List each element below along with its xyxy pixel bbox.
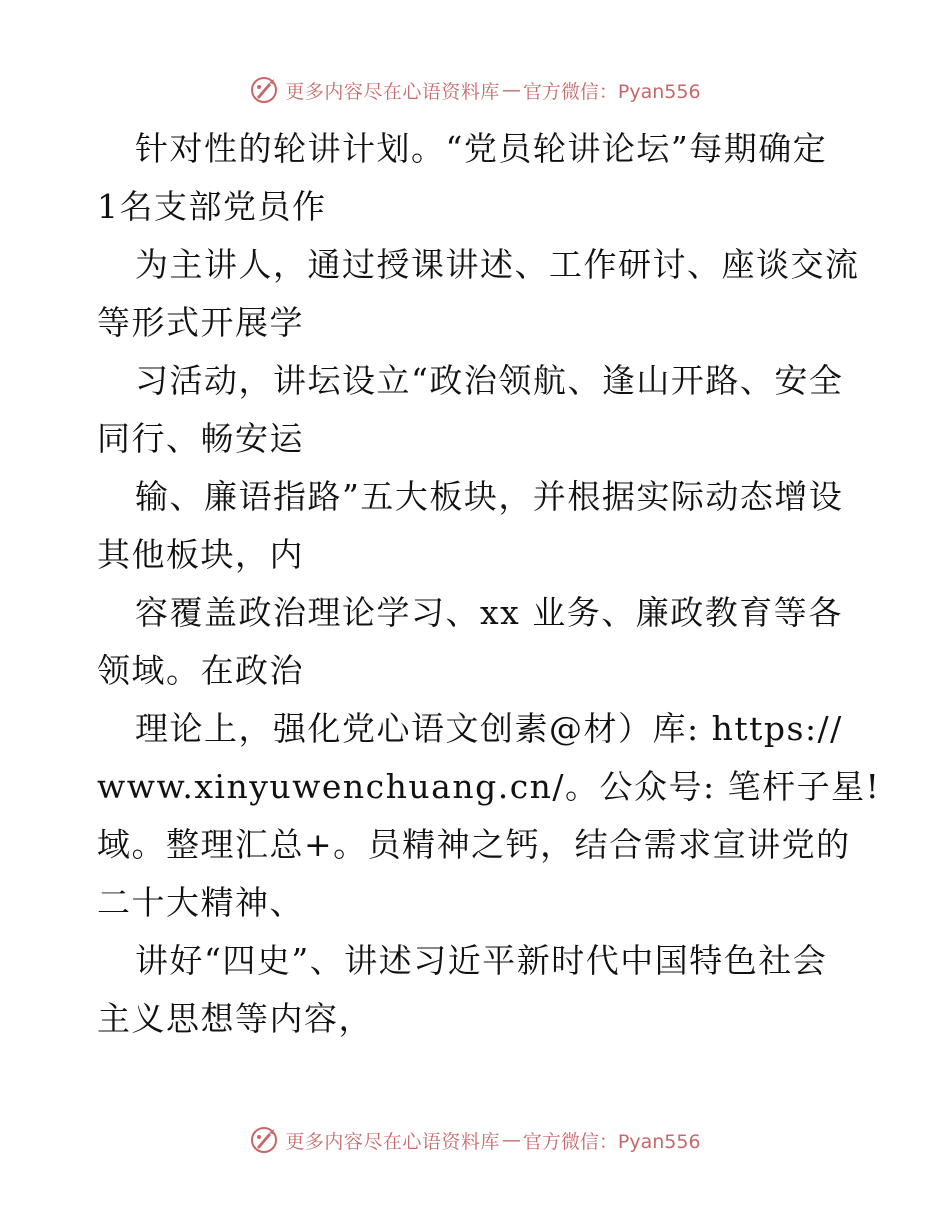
text-line: 领域。在政治 [97,651,304,690]
text-line: 主义思想等内容， [97,999,373,1038]
text-line: 输、廉语指路”五大板块，并根据实际动态增设 [135,477,844,516]
text-line: 等形式开展学 [97,303,304,342]
header-watermark-banner [0,70,950,110]
text-line: 讲好“四史”、讲述习近平新时代中国特色社会 [135,941,828,980]
quill-logo-icon [249,75,279,105]
text-line: 容覆盖政治理论学习、xx 业务、廉政教育等各 [135,593,843,632]
quill-logo-icon [249,1125,279,1155]
site-name-text: 更多内容尽在心语资料库 [285,80,500,103]
footer-watermark-banner [0,1120,950,1160]
text-line: 1名支部党员作 [97,187,327,226]
text-line: 理论上，强化党心语文创素@材）库: https:// [135,709,843,748]
text-line: 针对性的轮讲计划。“党员轮讲论坛”每期确定 [135,129,828,168]
site-name-text: 更多内容尽在心语资料库 [285,1130,500,1153]
wechat-id-text: 官方微信：Pyan556 [522,80,701,103]
wechat-id-text: 官方微信：Pyan556 [522,1130,701,1153]
text-line: 习活动，讲坛设立“政治领航、逢山开路、安全 [135,361,844,400]
text-line: www.xinyuwenchuang.cn/。公众号: 笔杆子星! [97,767,881,806]
text-line: 为主讲人，通过授课讲述、工作研讨、座谈交流 [135,245,860,284]
document-body [97,120,881,1048]
text-line: 二十大精神、 [97,883,304,922]
banner-dash: — [501,1129,521,1151]
text-line: 同行、畅安运 [97,419,304,458]
banner-dash: — [501,79,521,101]
text-line: 域。整理汇总+。员精神之钙，结合需求宣讲党的 [97,825,851,864]
text-line: 其他板块，内 [97,535,304,574]
